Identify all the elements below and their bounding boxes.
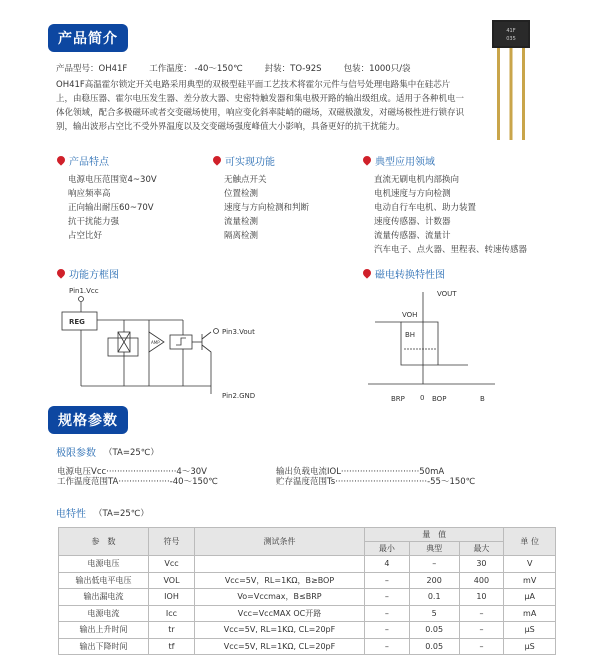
product-image [480, 14, 545, 144]
table-cell: μA [504, 589, 556, 606]
vout-label: VOUT [437, 290, 457, 298]
table-cell: 输出下降时间 [59, 638, 149, 655]
table-cell: tf [149, 638, 195, 655]
electrical-table: 参 数 符号 测试条件 量 值 单 位 最小 典型 最大 电源电压 Vcc 4 – 30 V 输出低电平电压 VOL Vcc=5V，RL=1KΩ，B≥BOP – 200 400 mV 输出漏电流 IOH Vo=Vccmax，B≤BRP – 0.1 10 μA 电源电流 Icc Vcc=VccMAX OC开路 – 5 – mA 输出上升时间 tr Vcc=5V, RL=1KΩ, CL=20pF – 0.05 – μS 输出下降时间 tf Vcc=5V, RL=1KΩ, CL=20pF – 0.05 – μS [58, 527, 556, 655]
features-list [68, 173, 157, 243]
b-label: B [480, 395, 485, 403]
table-cell: 0.05 [409, 638, 459, 655]
pin-icon [57, 156, 65, 166]
table-cell: Vcc=VccMAX OC开路 [195, 605, 365, 622]
table-cell: Vcc [149, 556, 195, 573]
table-cell [195, 556, 365, 573]
table-cell: – [365, 589, 410, 606]
bh-label: BH [405, 331, 416, 339]
table-row [59, 556, 556, 573]
list-item: 隔离检测 [224, 231, 259, 241]
limits-heading: 极限参数 （TA=25℃） [56, 447, 159, 459]
zero-label: 0 [420, 394, 425, 402]
table-cell: V [504, 556, 556, 573]
applications-list [374, 173, 527, 257]
list-item: 电机速度与方向检测 [374, 189, 451, 199]
table-cell: 电源电压 [59, 556, 149, 573]
table-cell: 200 [409, 572, 459, 589]
packing: 包装：1000只/袋 [343, 64, 411, 74]
table-cell: 10 [459, 589, 504, 606]
table-cell: 5 [409, 605, 459, 622]
list-item: 直流无刷电机内部换向 [374, 175, 460, 185]
table-cell: μS [504, 638, 556, 655]
limits-right: 输出负载电流IOL·····························50mA 贮存温度范围Ts··································-55～150℃ [276, 467, 476, 487]
table-cell: 输出上升时间 [59, 622, 149, 639]
pin-icon [213, 156, 221, 166]
table-cell: 0.1 [409, 589, 459, 606]
amp-label: AMP [151, 340, 160, 345]
table-cell: IOH [149, 589, 195, 606]
transfer-title: 磁电转换特性图 [363, 266, 445, 281]
table-cell: – [365, 622, 410, 639]
specs-badge: 规格参数 [48, 406, 128, 434]
list-item: 电动自行车电机、助力装置 [374, 203, 477, 213]
list-item: 汽车电子、点火器、里程表、转速传感器 [374, 245, 528, 255]
list-item: 抗干扰能力强 [68, 217, 120, 227]
table-cell: Vcc=5V, RL=1KΩ, CL=20pF [195, 638, 365, 655]
table-row [59, 622, 556, 639]
list-item: 正向输出耐压60~70V [68, 203, 154, 213]
table-cell: – [365, 572, 410, 589]
list-item: 占空比好 [68, 231, 103, 241]
block-diagram [56, 284, 256, 404]
package: 封装：TO-92S [264, 64, 322, 74]
reg-label: REG [69, 318, 85, 326]
table-cell: – [459, 638, 504, 655]
table-cell: mV [504, 572, 556, 589]
table-cell: Icc [149, 605, 195, 622]
list-item: 无触点开关 [224, 175, 267, 185]
intro-badge: 产品简介 [48, 24, 128, 52]
bop-label: BOP [432, 395, 447, 403]
voh-label: VOH [402, 311, 418, 319]
table-row [59, 605, 556, 622]
list-item: 位置检测 [224, 189, 259, 199]
functions-title: 可实现功能 [213, 153, 275, 168]
elec-heading: 电特性 （TA=25℃） [56, 508, 149, 520]
limits-left: 电源电压Vcc··························4～30V 工作温度范围TA···················-40～150℃ [57, 467, 218, 487]
list-item: 流量传感器、流量计 [374, 231, 451, 241]
table-cell: Vcc=5V，RL=1KΩ，B≥BOP [195, 572, 365, 589]
applications-title: 典型应用领域 [363, 153, 435, 168]
description: OH41F高温霍尔锁定开关电路采用典型的双极型硅平面工艺技术将霍尔元件与信号处理电路集中在硅芯片上，由稳压器、霍尔电压发生器、差分放大器、史密特触发器和集电极开路的输出级组成。适用于各种机电一体化领域，配合多极磁环或者交变磁场使用，响应变化斜率陡峭的磁场，双磁极激发，对磁场极性进行锁存识别，输出波形占空比不受外界温度以及交变磁场强度峰值大小影响，具备更好的抗干扰能力。 [56, 80, 465, 132]
table-cell: Vo=Vccmax，B≤BRP [195, 589, 365, 606]
list-item: 速度与方向检测和判断 [224, 203, 310, 213]
table-cell: – [365, 638, 410, 655]
table-cell: – [409, 556, 459, 573]
transfer-chart [365, 284, 505, 409]
table-cell: 输出低电平电压 [59, 572, 149, 589]
table-cell: 输出漏电流 [59, 589, 149, 606]
table-cell: – [365, 605, 410, 622]
table-cell: 电源电流 [59, 605, 149, 622]
list-item: 速度传感器、计数器 [374, 217, 451, 227]
table-cell: tr [149, 622, 195, 639]
pin-icon [363, 269, 371, 279]
table-cell: Vcc=5V, RL=1KΩ, CL=20pF [195, 622, 365, 639]
pin1-label: Pin1.Vcc [69, 287, 99, 295]
features-title: 产品特点 [57, 153, 109, 168]
table-row [59, 572, 556, 589]
block-diagram-title: 功能方框图 [57, 266, 119, 281]
table-cell: μS [504, 622, 556, 639]
table-cell: – [459, 622, 504, 639]
table-cell: mA [504, 605, 556, 622]
pin3-label: Pin3.Vout [222, 328, 255, 336]
table-cell: 0.05 [409, 622, 459, 639]
svg-text:035: 035 [506, 36, 516, 42]
list-item: 流量检测 [224, 217, 259, 227]
brp-label: BRP [391, 395, 405, 403]
list-item: 响应频率高 [68, 189, 111, 199]
list-item: 电源电压范围宽4~30V [68, 175, 157, 185]
table-row [59, 638, 556, 655]
product-specs-line [56, 62, 411, 74]
table-cell: VOL [149, 572, 195, 589]
temp: 工作温度： -40～150℃ [149, 64, 243, 74]
svg-text:41F: 41F [506, 28, 516, 34]
pin-icon [57, 269, 65, 279]
table-cell: 4 [365, 556, 410, 573]
pin-icon [363, 156, 371, 166]
model: 产品型号：OH41F [56, 64, 128, 74]
functions-list [224, 173, 309, 243]
pin2-label: Pin2.GND [222, 392, 256, 400]
table-cell: 30 [459, 556, 504, 573]
table-cell: – [459, 605, 504, 622]
table-cell: 400 [459, 572, 504, 589]
table-row [59, 589, 556, 606]
